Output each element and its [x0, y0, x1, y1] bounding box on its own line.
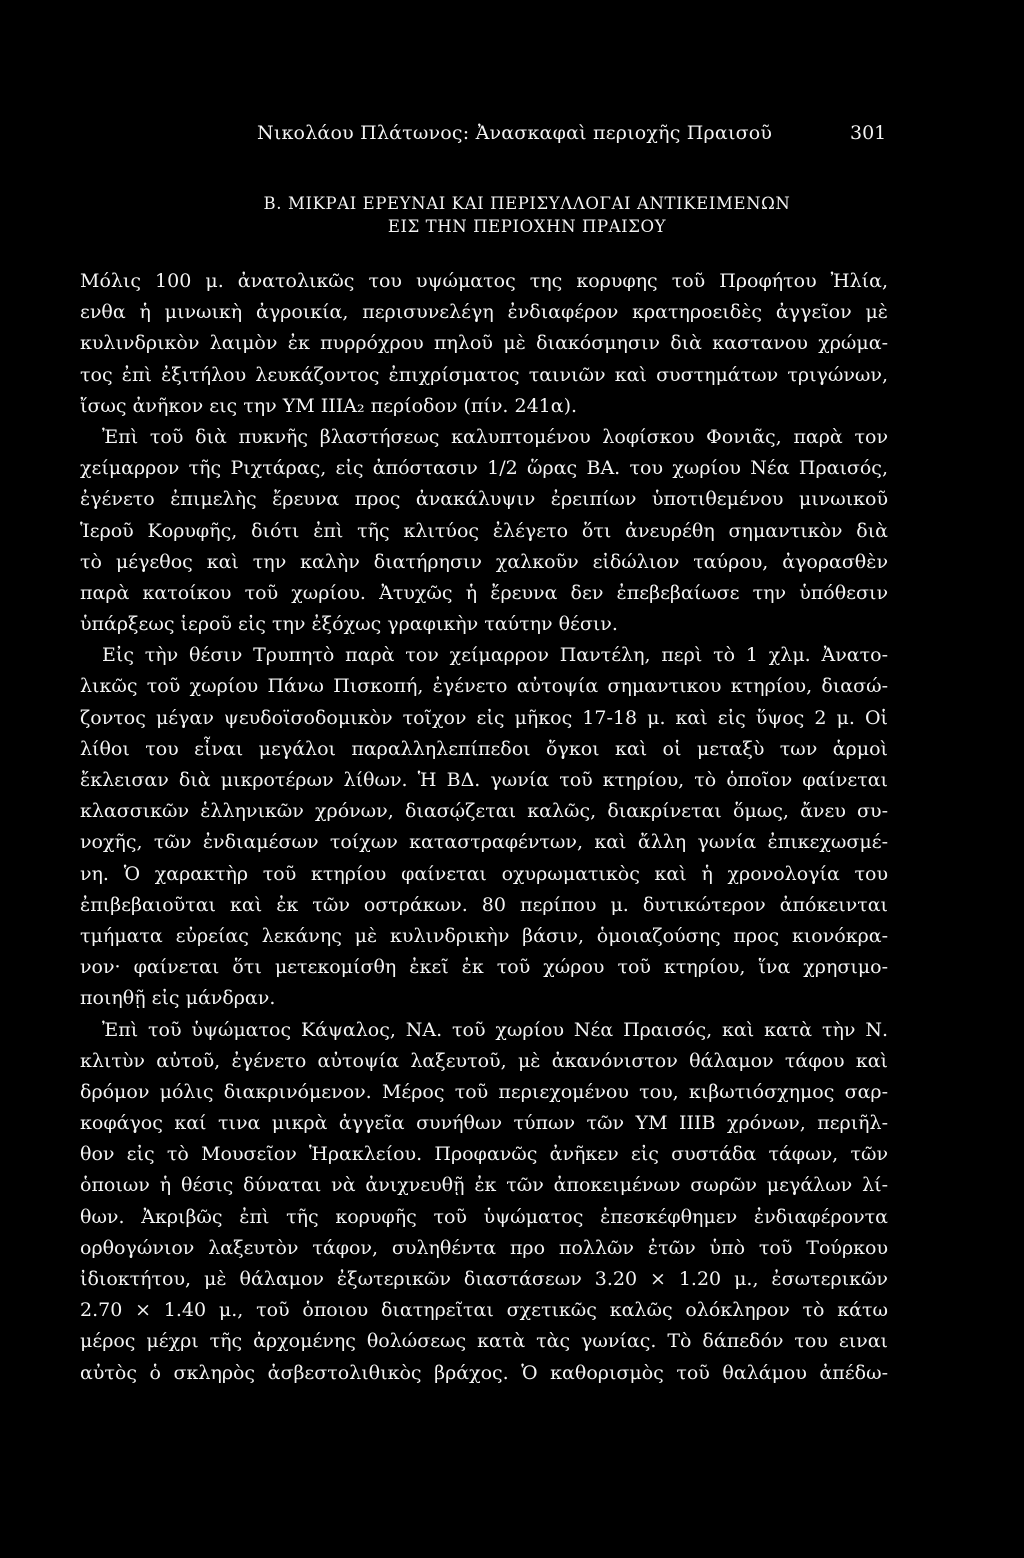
- text-line: ενθα ἡ μινωικὴ ἀγροικία, περισυνελέγη ἐνδιαφέρον κρατηροειδὲς ἀγγεῖον μὲ: [80, 301, 888, 324]
- text-line: λικῶς τοῦ χωρίου Πάνω Πισκοπή, ἐγένετο αὐτοψία σημαντικου κτηρίου, διασώ-: [80, 675, 888, 698]
- text-line: νη. Ὁ χαρακτὴρ τοῦ κτηρίου φαίνεται οχυρωματικὸς καὶ ἡ χρονολογία του: [80, 862, 888, 885]
- text-line: μέρος μέχρι τῆς ἀρχομένης θολώσεως κατὰ τὰς γωνίας. Τὸ δάπεδόν του ειναι: [80, 1330, 888, 1353]
- text-line: τὸ μέγεθος καὶ την καλὴν διατήρησιν χαλκοῦν εἰδώλιον ταύρου, ἀγορασθὲν: [80, 550, 888, 573]
- text-line: αὐτὸς ὁ σκληρὸς ἀσβεστολιθικὸς βράχος. Ὁ καθορισμὸς τοῦ θαλάμου ἀπέδω-: [80, 1361, 888, 1384]
- text-line: νον· φαίνεται ὅτι μετεκομίσθη ἐκεῖ ἐκ τοῦ χώρου τοῦ κτηρίου, ἵνα χρησιμο-: [80, 956, 888, 979]
- text-line: ὁποιων ἡ θέσις δύναται νὰ ἀνιχνευθῇ ἐκ τῶν ἀποκειμένων σωρῶν μεγάλων λί-: [80, 1174, 888, 1197]
- text-line: λίθοι του εἶναι μεγάλοι παραλληλεπίπεδοι ὄγκοι καὶ οἱ μεταξὺ των ἁρμοὶ: [80, 737, 888, 760]
- text-line: τος ἐπὶ ἐξιτήλου λευκάζοντος ἐπιχρίσματος ταινιῶν καὶ συστημάτων τριγώνων,: [80, 363, 888, 386]
- text-line: ἴσως ἀνῆκον εις την ΥΜ ΙΙΙΑ₂ περίοδον (πίν. 241α).: [80, 394, 578, 417]
- text-line: νοχῆς, τῶν ἐνδιαμέσων τοίχων καταστραφέντων, καὶ ἄλλη γωνία ἐπικεχωσμέ-: [80, 831, 888, 854]
- text-line: ἰδιοκτήτου, μὲ θάλαμον ἐξωτερικῶν διαστάσεων 3.20 × 1.20 μ., ἐσωτερικῶν: [80, 1268, 888, 1290]
- text-line: δρόμον μόλις διακρινόμενον. Μέρος τοῦ περιεχομένου του, κιβωτιόσχημος σαρ-: [80, 1080, 888, 1103]
- running-title: Νικολάου Πλάτωνος: Ἀνασκαφαὶ περιοχῆς Πραισοῦ: [257, 122, 773, 144]
- text-line: ἔκλεισαν διὰ μικροτέρων λίθων. Ἡ ΒΔ. γωνία τοῦ κτηρίου, τὸ ὁποῖον φαίνεται: [80, 769, 888, 791]
- text-line: κυλινδρικὸν λαιμὸν ἐκ πυρρόχρου πηλοῦ μὲ διακόσμησιν διὰ καστανου χρώμα-: [80, 332, 888, 355]
- text-line: τμήματα εὐρείας λεκάνης μὲ κυλινδρικὴν βάσιν, ὁμοιαζούσης προς κιονόκρα-: [80, 924, 888, 947]
- text-line: Ἐπὶ τοῦ διὰ πυκνῆς βλαστήσεως καλυπτομένου λοφίσκου Φονιᾶς, παρὰ τον: [102, 425, 888, 448]
- text-line: χείμαρρον τῆς Ριχτάρας, εἰς ἀπόστασιν 1/2 ὥρας ΒΑ. του χωρίου Νέα Πραισός,: [80, 457, 888, 480]
- text-line: θον εἰς τὸ Μουσεῖον Ἡρακλείου. Προφανῶς ἀνῆκεν εἰς συστάδα τάφων, τῶν: [80, 1143, 888, 1166]
- text-line: ζοντος μέγαν ψευδοϊσοδομικὸν τοῖχον εἰς μῆκος 17-18 μ. καὶ εἰς ὕψος 2 μ. Οἱ: [80, 706, 888, 729]
- section-heading-line: ΕΙΣ ΤΗΝ ΠΕΡΙΟΧΗΝ ΠΡΑΙΣΟΥ: [387, 217, 667, 236]
- text-line: ἐπιβεβαιοῦται καὶ ἐκ τῶν οστράκων. 80 περίπου μ. δυτικώτερον ἀπόκεινται: [80, 893, 888, 916]
- body-text: [80, 266, 888, 1389]
- text-line: 2.70 × 1.40 μ., τοῦ ὁποιου διατηρεῖται σχετικῶς καλῶς ολόκληρον τὸ κάτω: [80, 1299, 888, 1322]
- text-line: Εἰς τὴν θέσιν Τρυπητὸ παρὰ τον χείμαρρον Παντέλη, περὶ τὸ 1 χλμ. Ἀνατο-: [102, 644, 888, 667]
- text-line: ορθογώνιον λαξευτὸν τάφον, συληθέντα προ πολλῶν ἐτῶν ὑπὸ τοῦ Τούρκου: [80, 1236, 888, 1259]
- text-line: Ἐπὶ τοῦ ὑψώματος Κάψαλος, ΝΑ. τοῦ χωρίου Νέα Πραισός, καὶ κατὰ τὴν Ν.: [102, 1018, 888, 1041]
- text-line: παρὰ κατοίκου τοῦ χωρίου. Ἀτυχῶς ἡ ἔρευνα δεν ἐπεβεβαίωσε την ὑπόθεσιν: [80, 581, 888, 604]
- text-line: Μόλις 100 μ. ἀνατολικῶς του υψώματος της κορυφης τοῦ Προφήτου Ἠλία,: [80, 270, 888, 292]
- text-line: κλιτὺν αὐτοῦ, ἐγένετο αὐτοψία λαξευτοῦ, μὲ ἀκανόνιστον θάλαμον τάφου καὶ: [80, 1049, 888, 1072]
- text-line: ὑπάρξεως ἱεροῦ εἰς την ἐξόχως γραφικὴν ταύτην θέσιν.: [80, 613, 618, 636]
- text-line: κοφάγος καί τινα μικρὰ ἀγγεῖα συνήθων τύπων τῶν ΥΜ ΙΙΙΒ χρόνων, περιῆλ-: [80, 1112, 888, 1135]
- text-line: κλασσικῶν ἑλληνικῶν χρόνων, διασῴζεται καλῶς, διακρίνεται ὅμως, ἄνευ συ-: [80, 800, 888, 823]
- text-line: Ἱεροῦ Κορυφῆς, διότι ἐπὶ τῆς κλιτύος ἐλέγετο ὅτι ἀνευρέθη σημαντικὸν διὰ: [80, 519, 888, 542]
- section-heading: [0, 192, 1024, 238]
- page-number: 301: [850, 122, 887, 144]
- page-header: [0, 122, 1024, 152]
- text-line: θων. Ἀκριβῶς ἐπὶ τῆς κορυφῆς τοῦ ὑψώματος ἐπεσκέφθημεν ἐνδιαφέροντα: [80, 1205, 888, 1228]
- section-heading-line: Β. ΜΙΚΡΑΙ ΕΡΕΥΝΑΙ ΚΑΙ ΠΕΡΙΣΥΛΛΟΓΑΙ ΑΝΤΙΚΕΙΜΕΝΩΝ: [263, 194, 791, 213]
- text-line: ποιηθῇ εἰς μάνδραν.: [80, 987, 276, 1010]
- text-line: ἐγένετο ἐπιμελὴς ἔρευνα προς ἀνακάλυψιν ἐρειπίων ὑποτιθεμένου μινωικοῦ: [80, 488, 888, 511]
